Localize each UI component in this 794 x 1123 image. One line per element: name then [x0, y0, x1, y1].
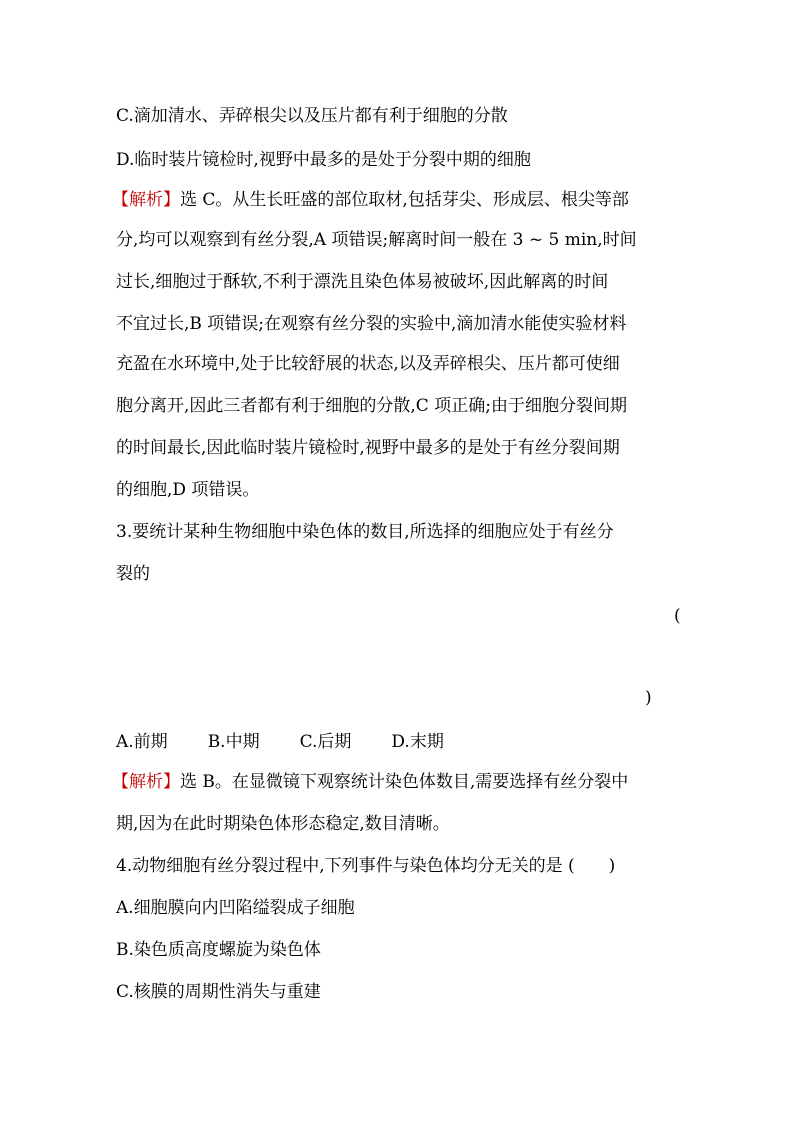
q2-analysis-line-8: 的细胞,D 项错误。: [116, 480, 260, 500]
analysis-tag: 【解析】: [112, 190, 180, 210]
q4-option-a: A.细胞膜向内凹陷缢裂成子细胞: [116, 898, 355, 918]
q2-analysis-line-4: 不宜过长,B 项错误;在观察有丝分裂的实验中,滴加清水能使实验材料: [116, 314, 627, 334]
q4-stem: 4.动物细胞有丝分裂过程中,下列事件与染色体均分无关的是 ( ): [116, 856, 616, 876]
q2-option-d: D.临时装片镜检时,视野中最多的是处于分裂中期的细胞: [116, 150, 531, 170]
q3-stem-line-2: 裂的: [116, 564, 150, 584]
analysis-tag: 【解析】: [112, 772, 180, 792]
q3-analysis-line-1: [112, 770, 628, 794]
q4-option-c: C.核膜的周期性消失与重建: [116, 982, 321, 1002]
q3-options: [116, 730, 484, 754]
q2-analysis-line-1: [112, 188, 629, 212]
analysis-text: 选 B。在显微镜下观察统计染色体数目,需要选择有丝分裂中: [180, 772, 629, 792]
q2-analysis-line-5: 充盈在水环境中,处于比较舒展的状态,以及弄碎根尖、压片都可使细: [116, 354, 620, 374]
q3-option-a: A.前期: [116, 732, 168, 752]
q4-option-b: B.染色质高度螺旋为染色体: [116, 940, 321, 960]
q2-option-c: C.滴加清水、弄碎根尖以及压片都有利于细胞的分散: [116, 106, 508, 126]
q2-analysis-line-3: 过长,细胞过于酥软,不利于漂洗且染色体易被破坏,因此解离的时间: [116, 272, 609, 292]
q3-option-d: D.末期: [391, 732, 444, 752]
q3-stem-line-1: 3.要统计某种生物细胞中染色体的数目,所选择的细胞应处于有丝分: [116, 522, 614, 542]
analysis-text: 选 C。从生长旺盛的部位取材,包括芽尖、形成层、根尖等部: [180, 190, 629, 210]
q3-analysis-line-2: 期,因为在此时期染色体形态稳定,数目清晰。: [116, 814, 450, 834]
q3-answer-paren-open: (: [674, 606, 681, 626]
q3-option-b: B.中期: [207, 732, 260, 752]
q3-answer-paren-close: ): [645, 688, 652, 708]
q2-analysis-line-6: 胞分离开,因此三者都有利于细胞的分散,C 项正确;由于细胞分裂间期: [116, 396, 627, 416]
q2-analysis-line-2: 分,均可以观察到有丝分裂,A 项错误;解离时间一般在 3 ~ 5 min,时间: [116, 230, 637, 250]
q2-analysis-line-7: 的时间最长,因此临时装片镜检时,视野中最多的是处于有丝分裂间期: [116, 438, 620, 458]
q3-option-c: C.后期: [299, 732, 352, 752]
